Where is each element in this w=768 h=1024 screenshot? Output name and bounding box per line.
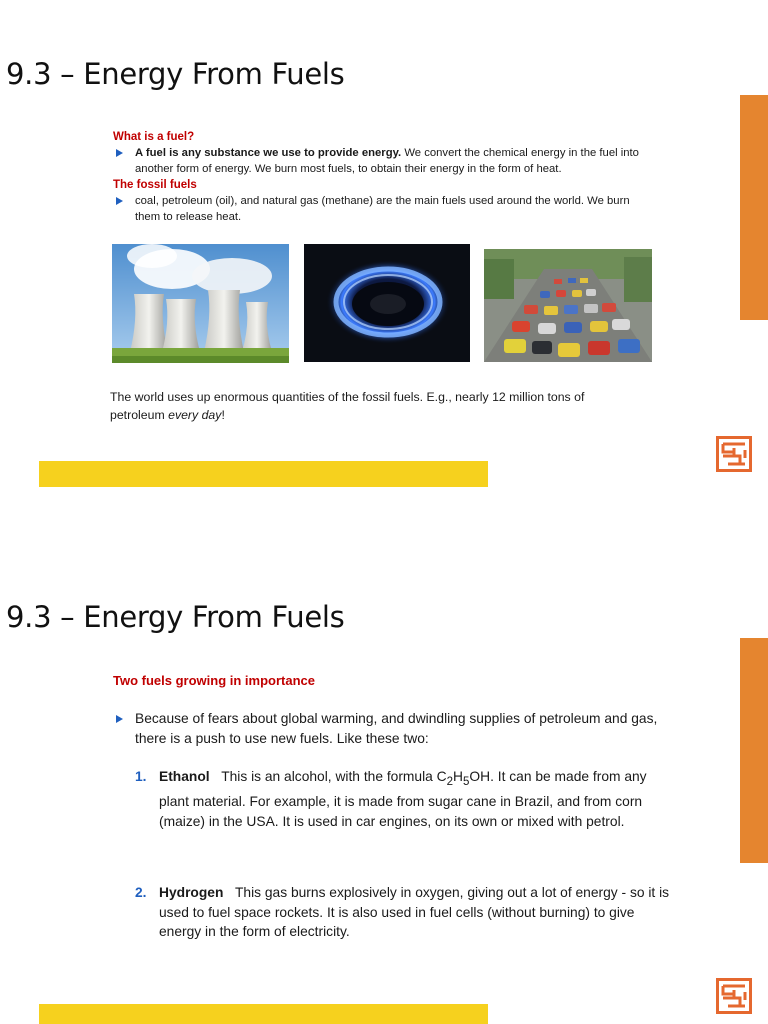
slide-title: 9.3 – Energy From Fuels xyxy=(6,600,345,634)
cooling-towers-photo xyxy=(112,244,289,363)
note-line-2-pre: petroleum xyxy=(110,408,169,422)
list-number: 2. xyxy=(135,885,147,900)
slide-title: 9.3 – Energy From Fuels xyxy=(6,57,345,91)
bullet-text: coal, petroleum (oil), and natural gas (methane) are the main fuels used around the world. We burn them to release heat. xyxy=(135,195,630,223)
yellow-accent-bar xyxy=(39,1004,488,1024)
list-item-ethanol xyxy=(135,767,674,831)
heading-two-fuels: Two fuels growing in importance xyxy=(113,673,315,688)
heading-what-is-fuel: What is a fuel? xyxy=(113,131,195,143)
bullet-new-fuels xyxy=(113,709,675,748)
bullet-fossil-fuels xyxy=(113,193,643,225)
triangle-bullet-icon xyxy=(116,197,123,205)
gas-flame-photo xyxy=(304,244,470,362)
item-text: H xyxy=(453,769,464,784)
list-number: 1. xyxy=(135,769,147,784)
maze-logo-icon xyxy=(716,436,752,472)
note-emphasis: every day xyxy=(168,408,222,422)
bullet-fuel-definition xyxy=(113,145,643,177)
maze-logo-icon xyxy=(716,978,752,1014)
note-line-1: The world uses up enormous quantities of the fossil fuels. E.g., nearly 12 million tons of xyxy=(110,390,585,404)
photo-strip xyxy=(112,244,653,363)
yellow-accent-bar xyxy=(39,461,488,487)
term-hydrogen: Hydrogen xyxy=(159,885,224,900)
slide-2 xyxy=(0,543,768,1024)
term-ethanol: Ethanol xyxy=(159,769,210,784)
orange-accent-bar xyxy=(740,95,768,320)
subscript-2: 2 xyxy=(446,775,454,788)
traffic-photo xyxy=(484,249,652,362)
list-item-hydrogen xyxy=(135,883,674,942)
slide-content xyxy=(113,129,643,225)
heading-fossil-fuels: The fossil fuels xyxy=(113,179,197,191)
fossil-fuel-usage-note xyxy=(110,388,650,424)
item-text: This gas burns explosively in oxygen, giving out a lot of energy - so it is used to fuel space rockets. It is also used in fuel cells (without burning) to give energy in the form of electricity. xyxy=(159,885,670,939)
bullet-text: Because of fears about global warming, and dwindling supplies of petroleum and gas, there is a push to use new fuels. Like these two: xyxy=(135,711,658,746)
bullet-text: We convert the chemical energy in the fuel into another form of energy. We burn most fuels, to obtain their energy in the form of heat. xyxy=(135,147,639,175)
subscript-5: 5 xyxy=(463,775,470,788)
triangle-bullet-icon xyxy=(116,149,123,157)
orange-accent-bar xyxy=(740,638,768,863)
item-text: OH. It can be made from any plant material. For example, it is made from sugar cane in Brazil, and from corn (maize) in the USA. It is used in car engines, on its own or mixed with petrol. xyxy=(159,769,647,829)
bullet-bold-text: A fuel is any substance we use to provide energy. xyxy=(135,147,402,159)
item-text: This is an alcohol, with the formula C xyxy=(221,769,447,784)
note-line-2-post: ! xyxy=(221,408,225,422)
triangle-bullet-icon xyxy=(116,715,123,723)
